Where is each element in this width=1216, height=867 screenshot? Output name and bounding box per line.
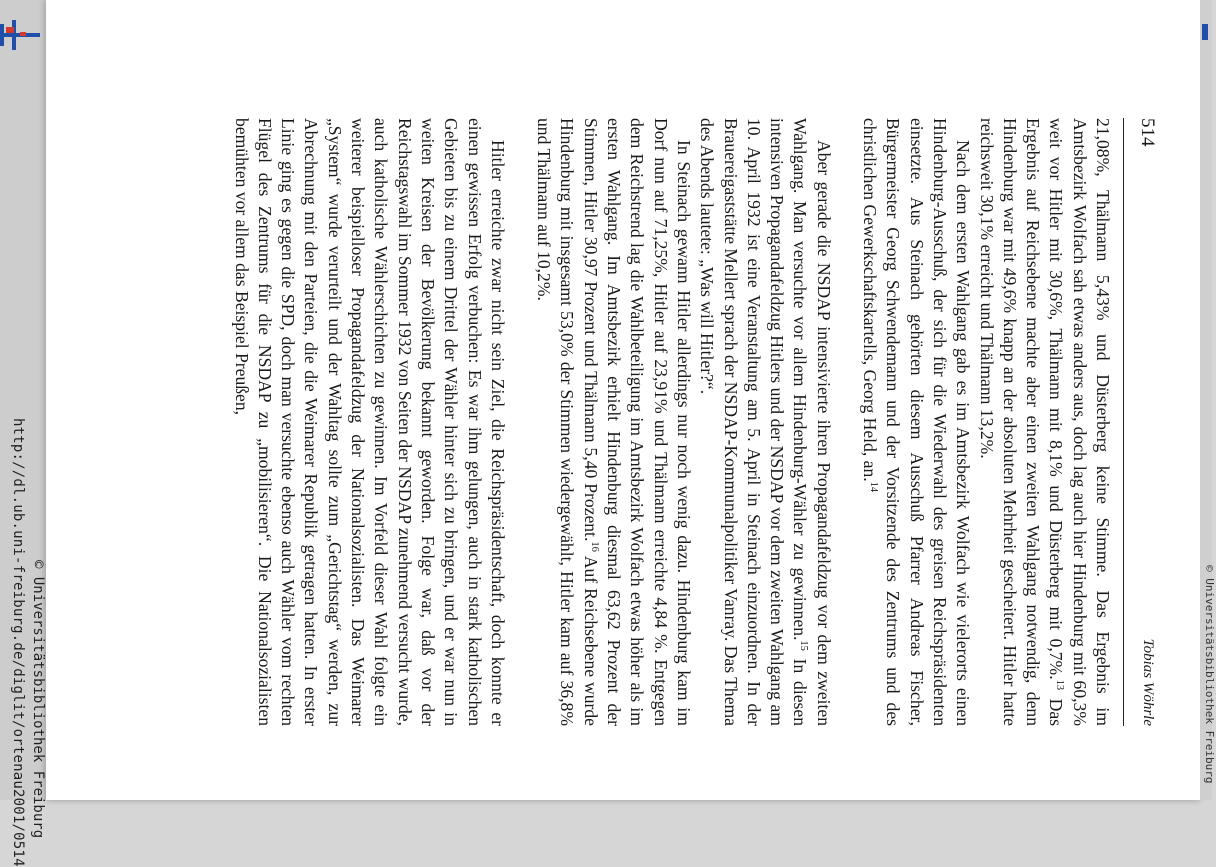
- page-content: [50, 0, 1160, 800]
- paragraph: In Steinach gewann Hitler allerdings nur noch wenig dazu. Hindenburg kam im Dorf nun auf 71,25%, Hitler auf 23,91% und Thälmann erreichte 4,84 %. Entgegen dem Reichstrend lag die Wahlbeteiligung im Amtsbezirk Wolfach etwas höher als im ersten Wahlgang. Im Amtsbezirk erhielt Hindenburg diesmal 63,62 Prozent der Stimmen, Hitler 30,97 Prozent und Thälmann 5,40 Prozent.$^{16}$ Auf Reichsebene wurde Hindenburg mit insgesamt 53,0% der Stimmen wiedergewählt, Hitler kam auf 36,8% und Thälmann auf 10,2%.: [534, 118, 694, 726]
- right-edge-copyright: © Universitätsbibliothek Freiburg: [1203, 565, 1216, 784]
- body-text: [229, 118, 1114, 726]
- paragraph: Aber gerade die NSDAP intensivierte ihren Propagandafeldzug vor dem zweiten Wahlgang. Man versuchte vor allem Hindenburg-Wähler zu gewinnen.$^{15}$ In diesen intensiven Propagandafeldzug Hitlers und der NSDAP vor dem zweiten Wahlgang am 10. April 1932 ist eine Veranstaltung am 5. April in Steinach einzuordnen. In der Brauereigaststätte Mellert sprach der NSDAP-Kommunalpolitiker Vanray. Das Thema des Abends lautete: „Was will Hitler?“.: [697, 118, 834, 727]
- paragraph: Hitler erreichte zwar nicht sein Ziel, die Reichspräsidentschaft, doch konnte er einen gewissen Erfolg verbuchen: Es war ihm gelungen, auch in stark katholischen Gebieten bis zu einem Drittel der Wähler hinter sich zu bringen, und er war nun in weiten Kreisen der Bevölkerung bekannt geworden. Folge war, daß vor der Reichstagswahl im Sommer 1932 von Seiten der NSDAP zunehmend versucht wurde, auch katholische Wählerschichten zu gewinnen. Im Vorfeld dieser Wahl folgte ein weiterer beispielloser Propagandafeldzug der Nationalsozialisten. Das Weimarer „System“ wurde verurteilt und der Wahltag sollte zum „Gerichtstag“ werden, zur Abrechnung mit den Parteien, die die Weimarer Republik getragen hatten. In erster Linie ging es gegen die SPD, doch man versuchte ebenso auch Wähler vom rechten Flügel des Zentrums für die NSDAP zu „mobilisieren“. Die Nationalsozialisten bemühten vor allem das Beispiel Preußen,: [231, 118, 508, 726]
- paragraph: Nach dem ersten Wahlgang gab es im Amtsbezirk Wolfach wie vielerorts einen Hindenburg-Ausschuß, der sich für die Wiederwahl des greisen Reichspräsidenten einsetzte. Aus Steinach gehörten diesem Ausschuß Pfarrer Andreas Fischer, Bürgermeister Georg Schwendemann und der Vorsitzende des Zentrums und des christlichen Gewerkschaftskartells, Georg Held, an.$^{14}$: [860, 118, 974, 726]
- footnote-ref: 14: [867, 481, 879, 493]
- running-head: Tobias Wöhrle: [1140, 638, 1156, 726]
- page-number: 514: [1137, 118, 1158, 147]
- right-edge-attribution: [1200, 0, 1216, 800]
- source-attribution: [0, 0, 46, 867]
- page-header: [1123, 118, 1160, 726]
- source-copyright: © Universitätsbibliothek Freiburg: [30, 560, 46, 839]
- footnote-ref: 15: [798, 640, 810, 651]
- footnote-ref: 16: [588, 541, 600, 552]
- source-url: http://dl.ub.uni-freiburg.de/diglit/ortenau2001/0514: [10, 418, 26, 867]
- footnote-ref: 13: [1054, 679, 1066, 691]
- paragraph: 21,08%, Thälmann 5,43% und Düsterberg keine Stimme. Das Ergebnis im Amtsbezirk Wolfach sah etwas anders aus, doch lag auch hier Hindenburg mit 60,3% weit vor Hitler mit 30,6%, Thälmann mit 8,1% und Düsterberg mit 0,7%.$^{13}$ Das Ergebnis auf Reichsebene machte aber einen zweiten Wahlgang notwendig, denn Hindenburg war mit 49,6% knapp an der absoluten Mehrheit gescheitert. Hitler hatte reichsweit 30,1% erreicht und Thälmann 13,2%.: [976, 118, 1113, 727]
